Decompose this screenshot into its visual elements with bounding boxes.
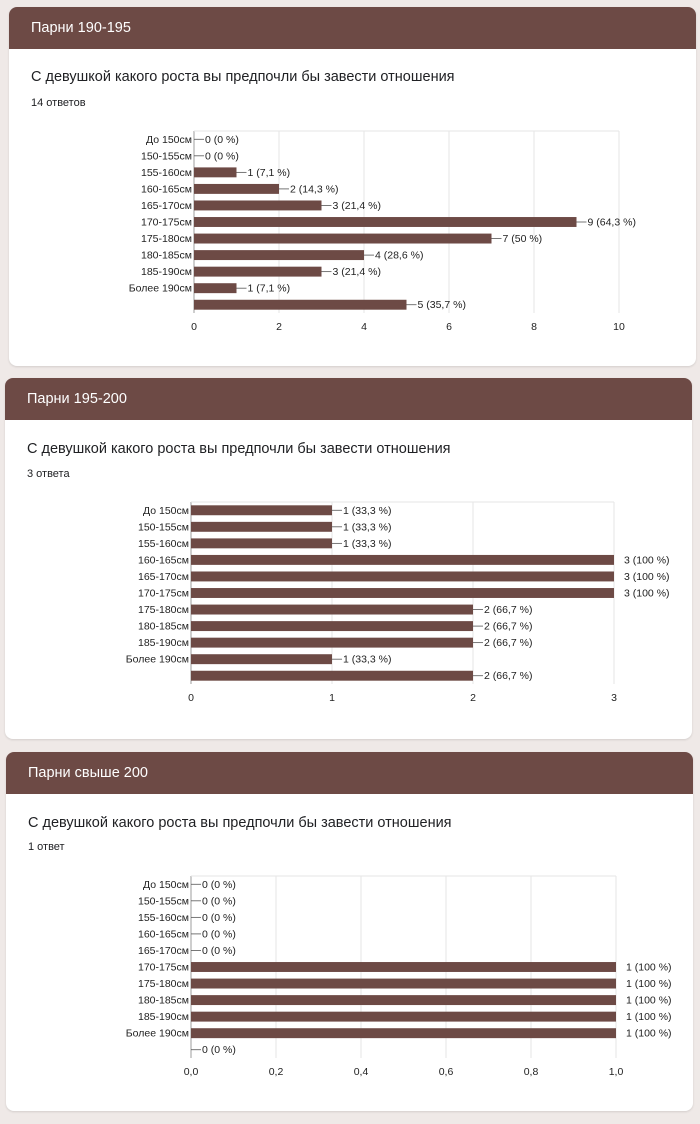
data-label: 1 (33,3 %) — [343, 504, 392, 517]
section-card-3 — [6, 752, 693, 1111]
category-label: 150-155см — [137, 521, 189, 534]
category-label: Более 190см — [128, 282, 192, 295]
x-tick-label: 4 — [361, 321, 367, 333]
bar[interactable] — [194, 300, 407, 310]
category-label: До 150см — [143, 504, 189, 517]
section-card-2 — [5, 378, 692, 739]
bar-chart — [9, 7, 696, 366]
bar[interactable] — [191, 555, 614, 565]
bar-chart — [6, 752, 693, 1111]
bar[interactable] — [191, 962, 616, 972]
x-tick-label: 2 — [470, 692, 476, 704]
category-label: 170-175см — [137, 587, 189, 600]
data-label: 5 (35,7 %) — [417, 299, 466, 312]
category-label: 170-175см — [140, 216, 192, 229]
data-label: 1 (33,3 %) — [343, 653, 392, 666]
category-label: До 150см — [146, 133, 192, 146]
x-tick-label: 0,2 — [268, 1066, 284, 1078]
bar[interactable] — [194, 217, 577, 227]
bar[interactable] — [194, 267, 322, 277]
bar[interactable] — [194, 184, 279, 194]
section-card-1 — [9, 7, 696, 366]
bar[interactable] — [191, 654, 332, 664]
response-count: 1 ответ — [28, 841, 65, 853]
section-header: Парни 190-195 — [9, 7, 696, 49]
data-label: 1 (100 %) — [626, 994, 672, 1007]
category-label: 185-190см — [137, 637, 189, 650]
bar[interactable] — [191, 621, 473, 631]
data-label: 1 (7,1 %) — [247, 166, 291, 179]
data-label: 2 (66,7 %) — [484, 604, 533, 617]
bar[interactable] — [191, 638, 473, 648]
data-label: 7 (50 %) — [502, 233, 543, 246]
x-tick-label: 6 — [446, 321, 452, 333]
category-label: 150-155см — [137, 895, 189, 908]
x-tick-label: 0 — [191, 321, 197, 333]
category-label: 175-180см — [137, 978, 189, 991]
data-label: 2 (66,7 %) — [484, 620, 533, 633]
question-title: С девушкой какого роста вы предпочли бы завести отношения — [28, 815, 452, 831]
data-label: 1 (100 %) — [626, 978, 672, 991]
data-label: 2 (14,3 %) — [290, 183, 339, 196]
data-label: 3 (100 %) — [624, 570, 670, 583]
category-label: 180-185см — [137, 620, 189, 633]
data-label: 1 (33,3 %) — [343, 537, 392, 550]
bar[interactable] — [191, 979, 616, 989]
x-tick-label: 3 — [611, 692, 617, 704]
response-count: 14 ответов — [31, 97, 86, 109]
bar[interactable] — [191, 571, 614, 581]
category-label: 180-185см — [140, 249, 192, 262]
section-header: Парни 195-200 — [5, 378, 692, 420]
data-label: 2 (66,7 %) — [484, 670, 533, 683]
category-label: 185-190см — [140, 266, 192, 279]
data-label: 2 (66,7 %) — [484, 637, 533, 650]
bar[interactable] — [191, 522, 332, 532]
bar-chart — [5, 378, 692, 739]
x-tick-label: 1,0 — [608, 1066, 624, 1078]
bar[interactable] — [191, 1012, 616, 1022]
bar[interactable] — [191, 671, 473, 681]
x-tick-label: 0,4 — [353, 1066, 369, 1078]
data-label: 0 (0 %) — [205, 150, 239, 163]
category-label: 175-180см — [137, 604, 189, 617]
category-label: 160-165см — [137, 554, 189, 567]
bar[interactable] — [194, 234, 492, 244]
data-label: 0 (0 %) — [202, 878, 236, 891]
bar[interactable] — [191, 605, 473, 615]
x-tick-label: 0 — [188, 692, 194, 704]
x-tick-label: 2 — [276, 321, 282, 333]
response-count: 3 ответа — [27, 468, 70, 480]
data-label: 0 (0 %) — [202, 1044, 236, 1057]
category-label: 160-165см — [137, 928, 189, 941]
data-label: 3 (100 %) — [624, 587, 670, 600]
data-label: 1 (100 %) — [626, 1027, 672, 1040]
data-label: 3 (100 %) — [624, 554, 670, 567]
category-label: 175-180см — [140, 233, 192, 246]
section-header: Парни свыше 200 — [6, 752, 693, 794]
x-tick-label: 10 — [613, 321, 625, 333]
data-label: 1 (33,3 %) — [343, 521, 392, 534]
category-label: 155-160см — [140, 166, 192, 179]
bar[interactable] — [191, 1028, 616, 1038]
bar[interactable] — [191, 538, 332, 548]
bar[interactable] — [194, 167, 237, 177]
bar[interactable] — [194, 250, 364, 260]
data-label: 0 (0 %) — [205, 133, 239, 146]
data-label: 3 (21,4 %) — [332, 266, 381, 279]
data-label: 0 (0 %) — [202, 944, 236, 957]
category-label: Более 190см — [125, 653, 189, 666]
bar[interactable] — [191, 588, 614, 598]
category-label: 160-165см — [140, 183, 192, 196]
data-label: 1 (100 %) — [626, 1011, 672, 1024]
category-label: Более 190см — [125, 1027, 189, 1040]
x-tick-label: 0,8 — [523, 1066, 539, 1078]
question-title: С девушкой какого роста вы предпочли бы завести отношения — [31, 69, 455, 85]
category-label: До 150см — [143, 878, 189, 891]
bar[interactable] — [191, 505, 332, 515]
bar[interactable] — [194, 283, 237, 293]
data-label: 0 (0 %) — [202, 928, 236, 941]
category-label: 185-190см — [137, 1011, 189, 1024]
question-title: С девушкой какого роста вы предпочли бы завести отношения — [27, 441, 451, 457]
category-label: 165-170см — [137, 944, 189, 957]
data-label: 3 (21,4 %) — [332, 199, 381, 212]
category-label: 165-170см — [140, 199, 192, 212]
category-label: 165-170см — [137, 570, 189, 583]
category-label: 155-160см — [137, 537, 189, 550]
category-label: 170-175см — [137, 961, 189, 974]
x-tick-label: 0,0 — [183, 1066, 199, 1078]
x-tick-label: 8 — [531, 321, 537, 333]
data-label: 1 (100 %) — [626, 961, 672, 974]
x-tick-label: 1 — [329, 692, 335, 704]
data-label: 1 (7,1 %) — [247, 282, 291, 295]
bar[interactable] — [194, 200, 322, 210]
data-label: 9 (64,3 %) — [587, 216, 636, 229]
data-label: 0 (0 %) — [202, 895, 236, 908]
data-label: 0 (0 %) — [202, 911, 236, 924]
category-label: 155-160см — [137, 911, 189, 924]
category-label: 180-185см — [137, 994, 189, 1007]
category-label: 150-155см — [140, 150, 192, 163]
x-tick-label: 0,6 — [438, 1066, 454, 1078]
bar[interactable] — [191, 995, 616, 1005]
data-label: 4 (28,6 %) — [375, 249, 424, 262]
